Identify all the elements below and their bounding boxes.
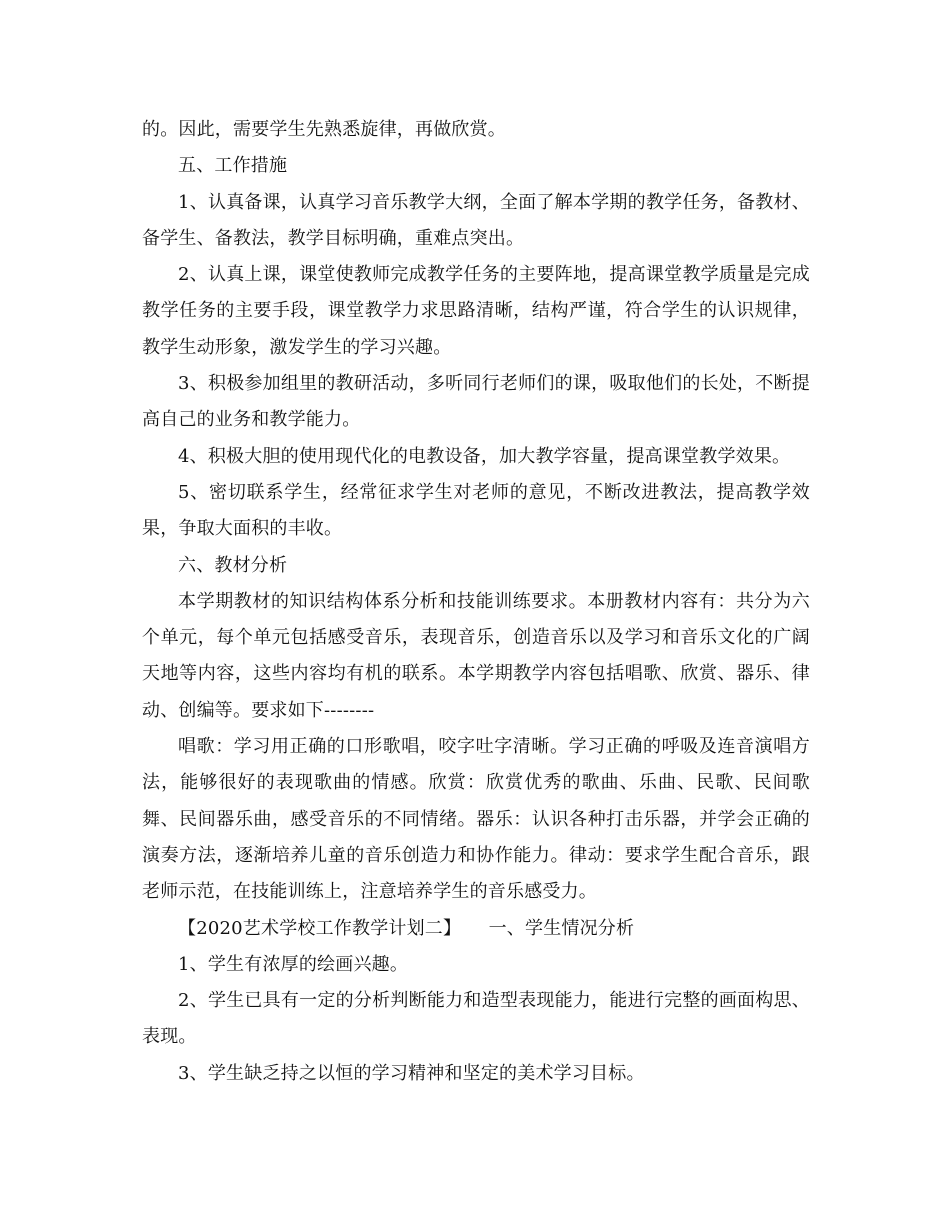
paragraph-measure-3: 3、积极参加组里的教研活动，多听同行老师们的课，吸取他们的长处，不断提高自己的业务和教学能力。 <box>142 373 810 431</box>
section-heading-plan-two: 【2020艺术学校工作教学计划二】 一、学生情况分析 <box>178 917 635 939</box>
section-heading-work-measures: 五、工作措施 <box>178 155 288 177</box>
paragraph-student-3: 3、学生缺乏持之以恒的学习精神和坚定的美术学习目标。 <box>178 1062 645 1084</box>
paragraph-measure-2: 2、认真上课，课堂使教师完成教学任务的主要阵地，提高课堂教学质量是完成教学任务的主要手段，课堂教学力求思路清晰，结构严谨，符合学生的认识规律，教学生动形象，激发学生的学习兴趣。 <box>142 264 810 358</box>
paragraph-continuation: 的。因此，需要学生先熟悉旋律，再做欣赏。 <box>142 119 506 140</box>
paragraph-measure-1: 1、认真备课，认真学习音乐教学大纲，全面了解本学期的教学任务，备教材、备学生、备教法，教学目标明确，重难点突出。 <box>142 191 810 249</box>
paragraph-textbook-overview: 本学期教材的知识结构体系分析和技能训练要求。本册教材内容有：共分为六个单元，每个单元包括感受音乐，表现音乐，创造音乐以及学习和音乐文化的广阔天地等内容，这些内容均有机的联系。本学期教学内容包括唱歌、欣赏、器乐、律动、创编等。要求如下-------- <box>142 590 810 721</box>
paragraph-student-1: 1、学生有浓厚的绘画兴趣。 <box>178 953 409 975</box>
paragraph-student-2: 2、学生已具有一定的分析判断能力和造型表现能力，能进行完整的画面构思、表现。 <box>142 990 810 1048</box>
paragraph-measure-4: 4、积极大胆的使用现代化的电教设备，加大教学容量，提高课堂教学效果。 <box>178 445 791 467</box>
document-page <box>142 112 810 1092</box>
section-heading-textbook-analysis: 六、教材分析 <box>178 554 288 576</box>
paragraph-textbook-details: 唱歌：学习用正确的口形歌唱，咬字吐字清晰。学习正确的呼吸及连音演唱方法，能够很好的表现歌曲的情感。欣赏：欣赏优秀的歌曲、乐曲、民歌、民间歌舞、民间器乐曲，感受音乐的不同情绪。器乐：认识各种打击乐器，并学会正确的演奏方法，逐渐培养儿童的音乐创造力和协作能力。律动：要求学生配合音乐，跟老师示范，在技能训练上，注意培养学生的音乐感受力。 <box>142 736 810 903</box>
paragraph-measure-5: 5、密切联系学生，经常征求学生对老师的意见，不断改进教法，提高教学效果，争取大面积的丰收。 <box>142 481 810 540</box>
